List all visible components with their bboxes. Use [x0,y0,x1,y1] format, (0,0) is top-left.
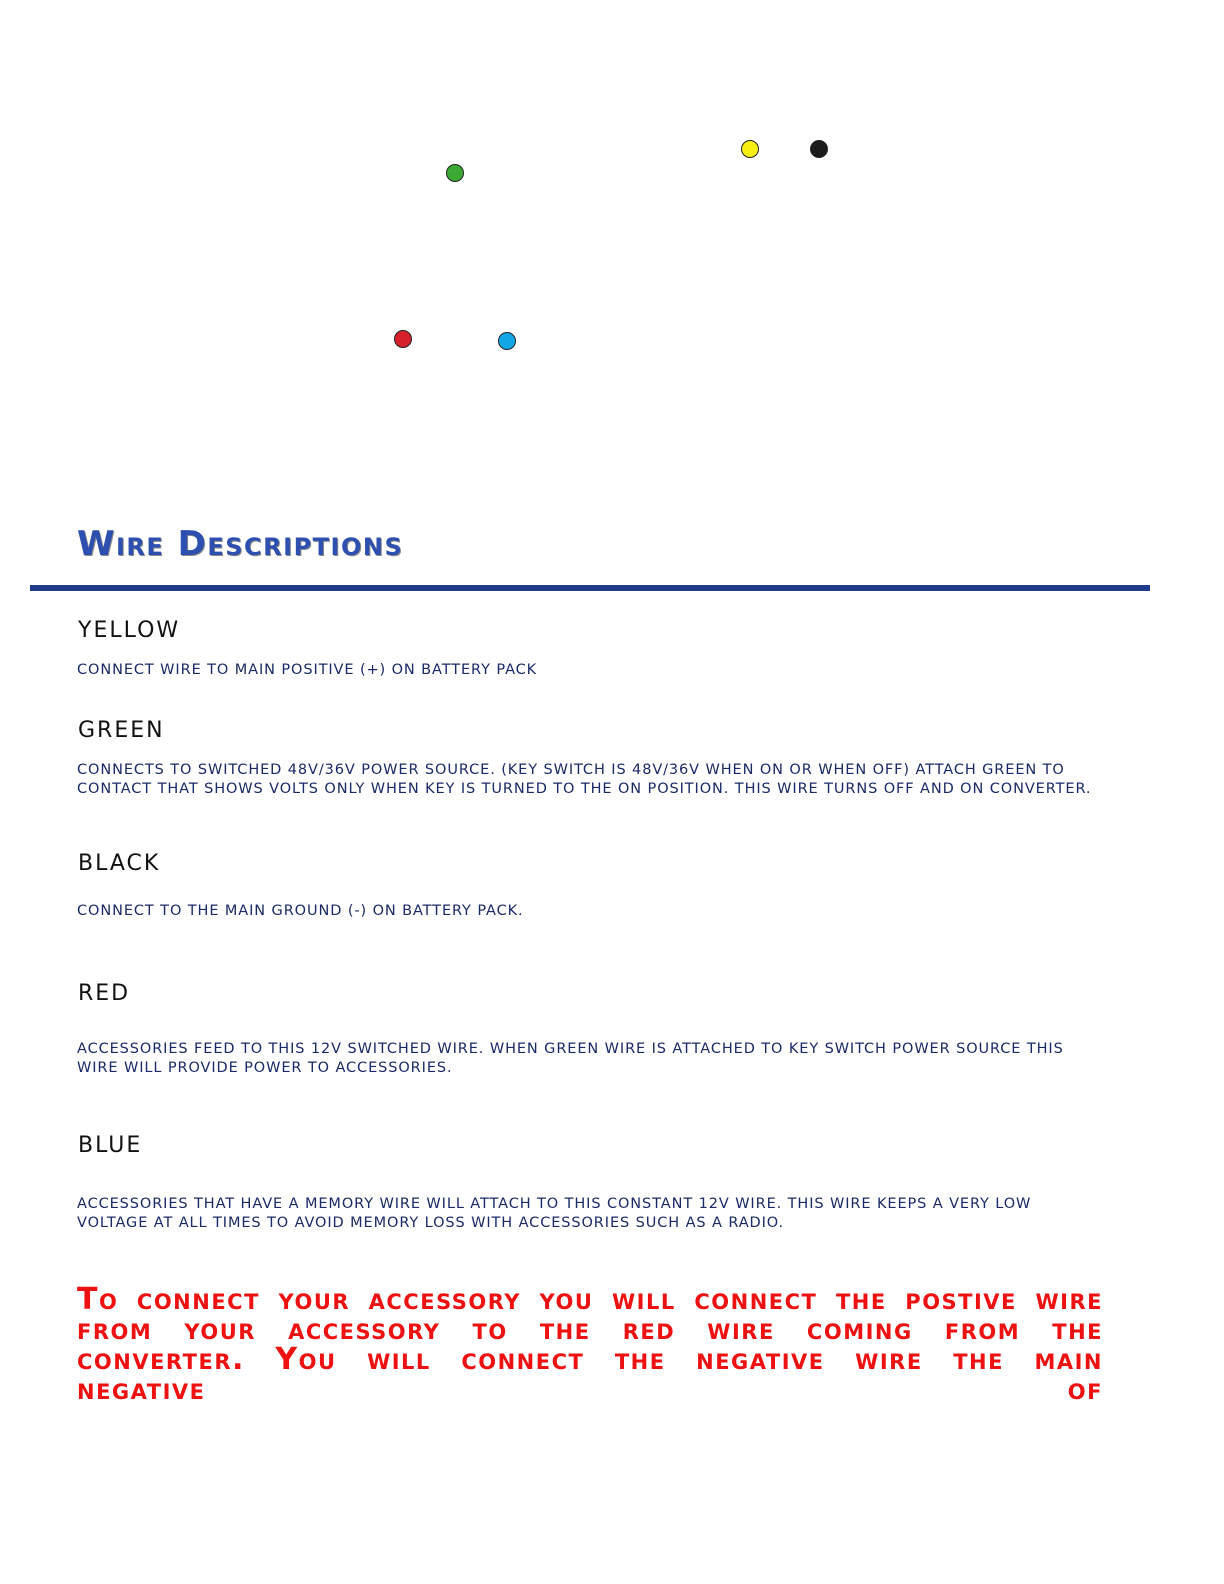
wire-name-yellow: YELLOW [78,618,181,643]
connection-note: To connect your accessory you will connect the postive wire from your accessory to the red wire coming from the converter. You will connect the negative wire the main negative of [77,1282,1103,1407]
blue-wire-dot [498,332,516,350]
wire-name-black: BLACK [78,851,161,876]
black-wire-dot [810,140,828,158]
wire-desc-green: CONNECTS TO SWITCHED 48V/36V POWER SOURCE. (KEY SWITCH IS 48V/36V WHEN ON OR WHEN OFF) ATTACH GREEN TO CONTACT THAT SHOWS VOLTS ONLY WHEN KEY IS TURNED TO THE ON POSITION. THIS WIRE TURNS OFF AND ON CONVERTER. [77,762,1092,797]
wire-desc-yellow: CONNECT WIRE TO MAIN POSITIVE (+) ON BATTERY PACK [77,662,538,678]
section-title: Wire Descriptions [77,524,404,564]
yellow-wire-dot [741,140,759,158]
wire-name-red: RED [78,981,131,1006]
wire-name-blue: BLUE [78,1133,143,1158]
wire-desc-red: ACCESSORIES FEED TO THIS 12V SWITCHED WIRE. WHEN GREEN WIRE IS ATTACHED TO KEY SWITCH POWER SOURCE THIS WIRE WILL PROVIDE POWER TO ACCESSORIES. [77,1041,1064,1076]
title-divider [30,585,1150,591]
red-wire-dot [394,330,412,348]
wire-name-green: GREEN [78,718,165,743]
green-wire-dot [446,164,464,182]
wire-desc-blue: ACCESSORIES THAT HAVE A MEMORY WIRE WILL ATTACH TO THIS CONSTANT 12V WIRE. THIS WIRE KEEPS A VERY LOW VOLTAGE AT ALL TIMES TO AVOID MEMORY LOSS WITH ACCESSORIES SUCH AS A RADIO. [77,1196,1032,1231]
wire-desc-black: CONNECT TO THE MAIN GROUND (-) ON BATTERY PACK. [77,903,524,919]
